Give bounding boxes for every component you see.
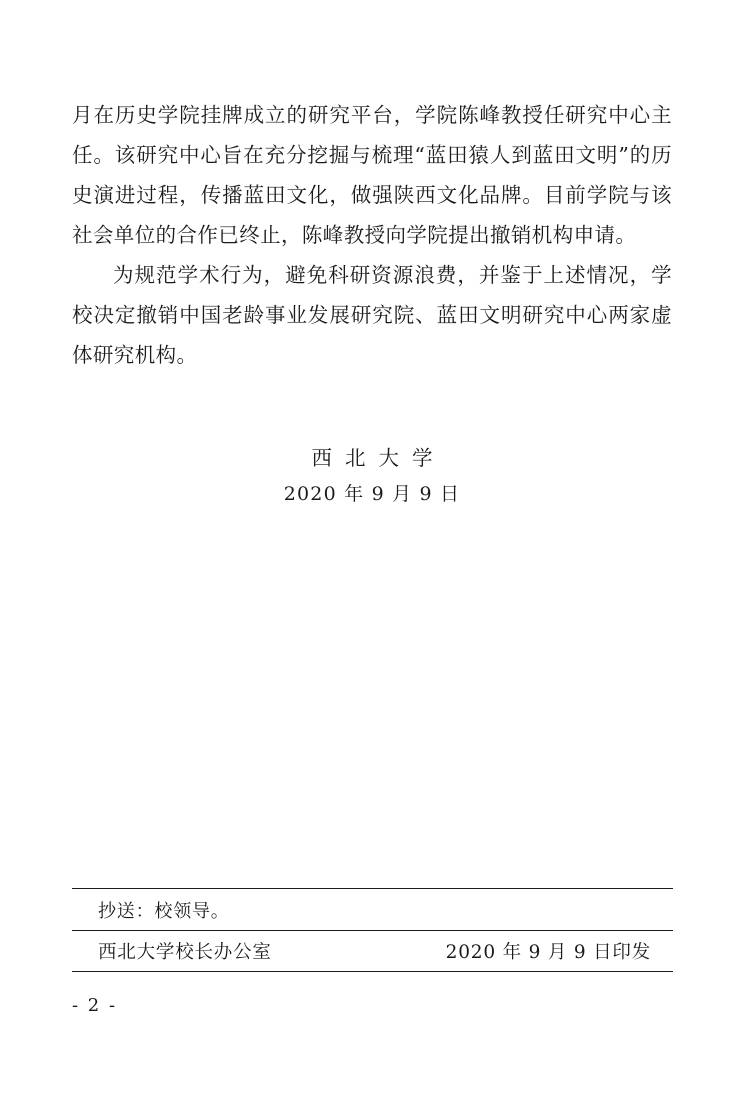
signature-block (72, 440, 672, 512)
footer-issuer-row (72, 931, 673, 971)
footer-issue-date: 2020 年 9 月 9 日印发 (445, 942, 651, 963)
footer-cc-row (72, 889, 673, 930)
signature-organization: 西北大学 (311, 446, 446, 470)
footer-issuer-name: 西北大学校长办公室 (98, 942, 272, 963)
signature-date: 2020 年 9 月 9 日 (283, 483, 461, 505)
document-footer (72, 888, 673, 972)
document-body (72, 95, 672, 375)
body-paragraph-2: 为规范学术行为，避免科研资源浪费，并鉴于上述情况，学校决定撤销中国老龄事业发展研究院、蓝田文明研究中心两家虚体研究机构。 (72, 263, 672, 367)
body-paragraph-1: 月在历史学院挂牌成立的研究平台，学院陈峰教授任研究中心主任。该研究中心旨在充分挖掘与梳理“蓝田猿人到蓝田文明”的历史演进过程，传播蓝田文化，做强陕西文化品牌。目前学院与该社会单位的合作已终止，陈峰教授向学院提出撤销机构申请。 (72, 103, 672, 247)
footer-cc-label: 抄送：校领导。 (98, 900, 230, 922)
page-number: - 2 - (72, 995, 118, 1016)
footer-divider-bottom (72, 971, 673, 972)
